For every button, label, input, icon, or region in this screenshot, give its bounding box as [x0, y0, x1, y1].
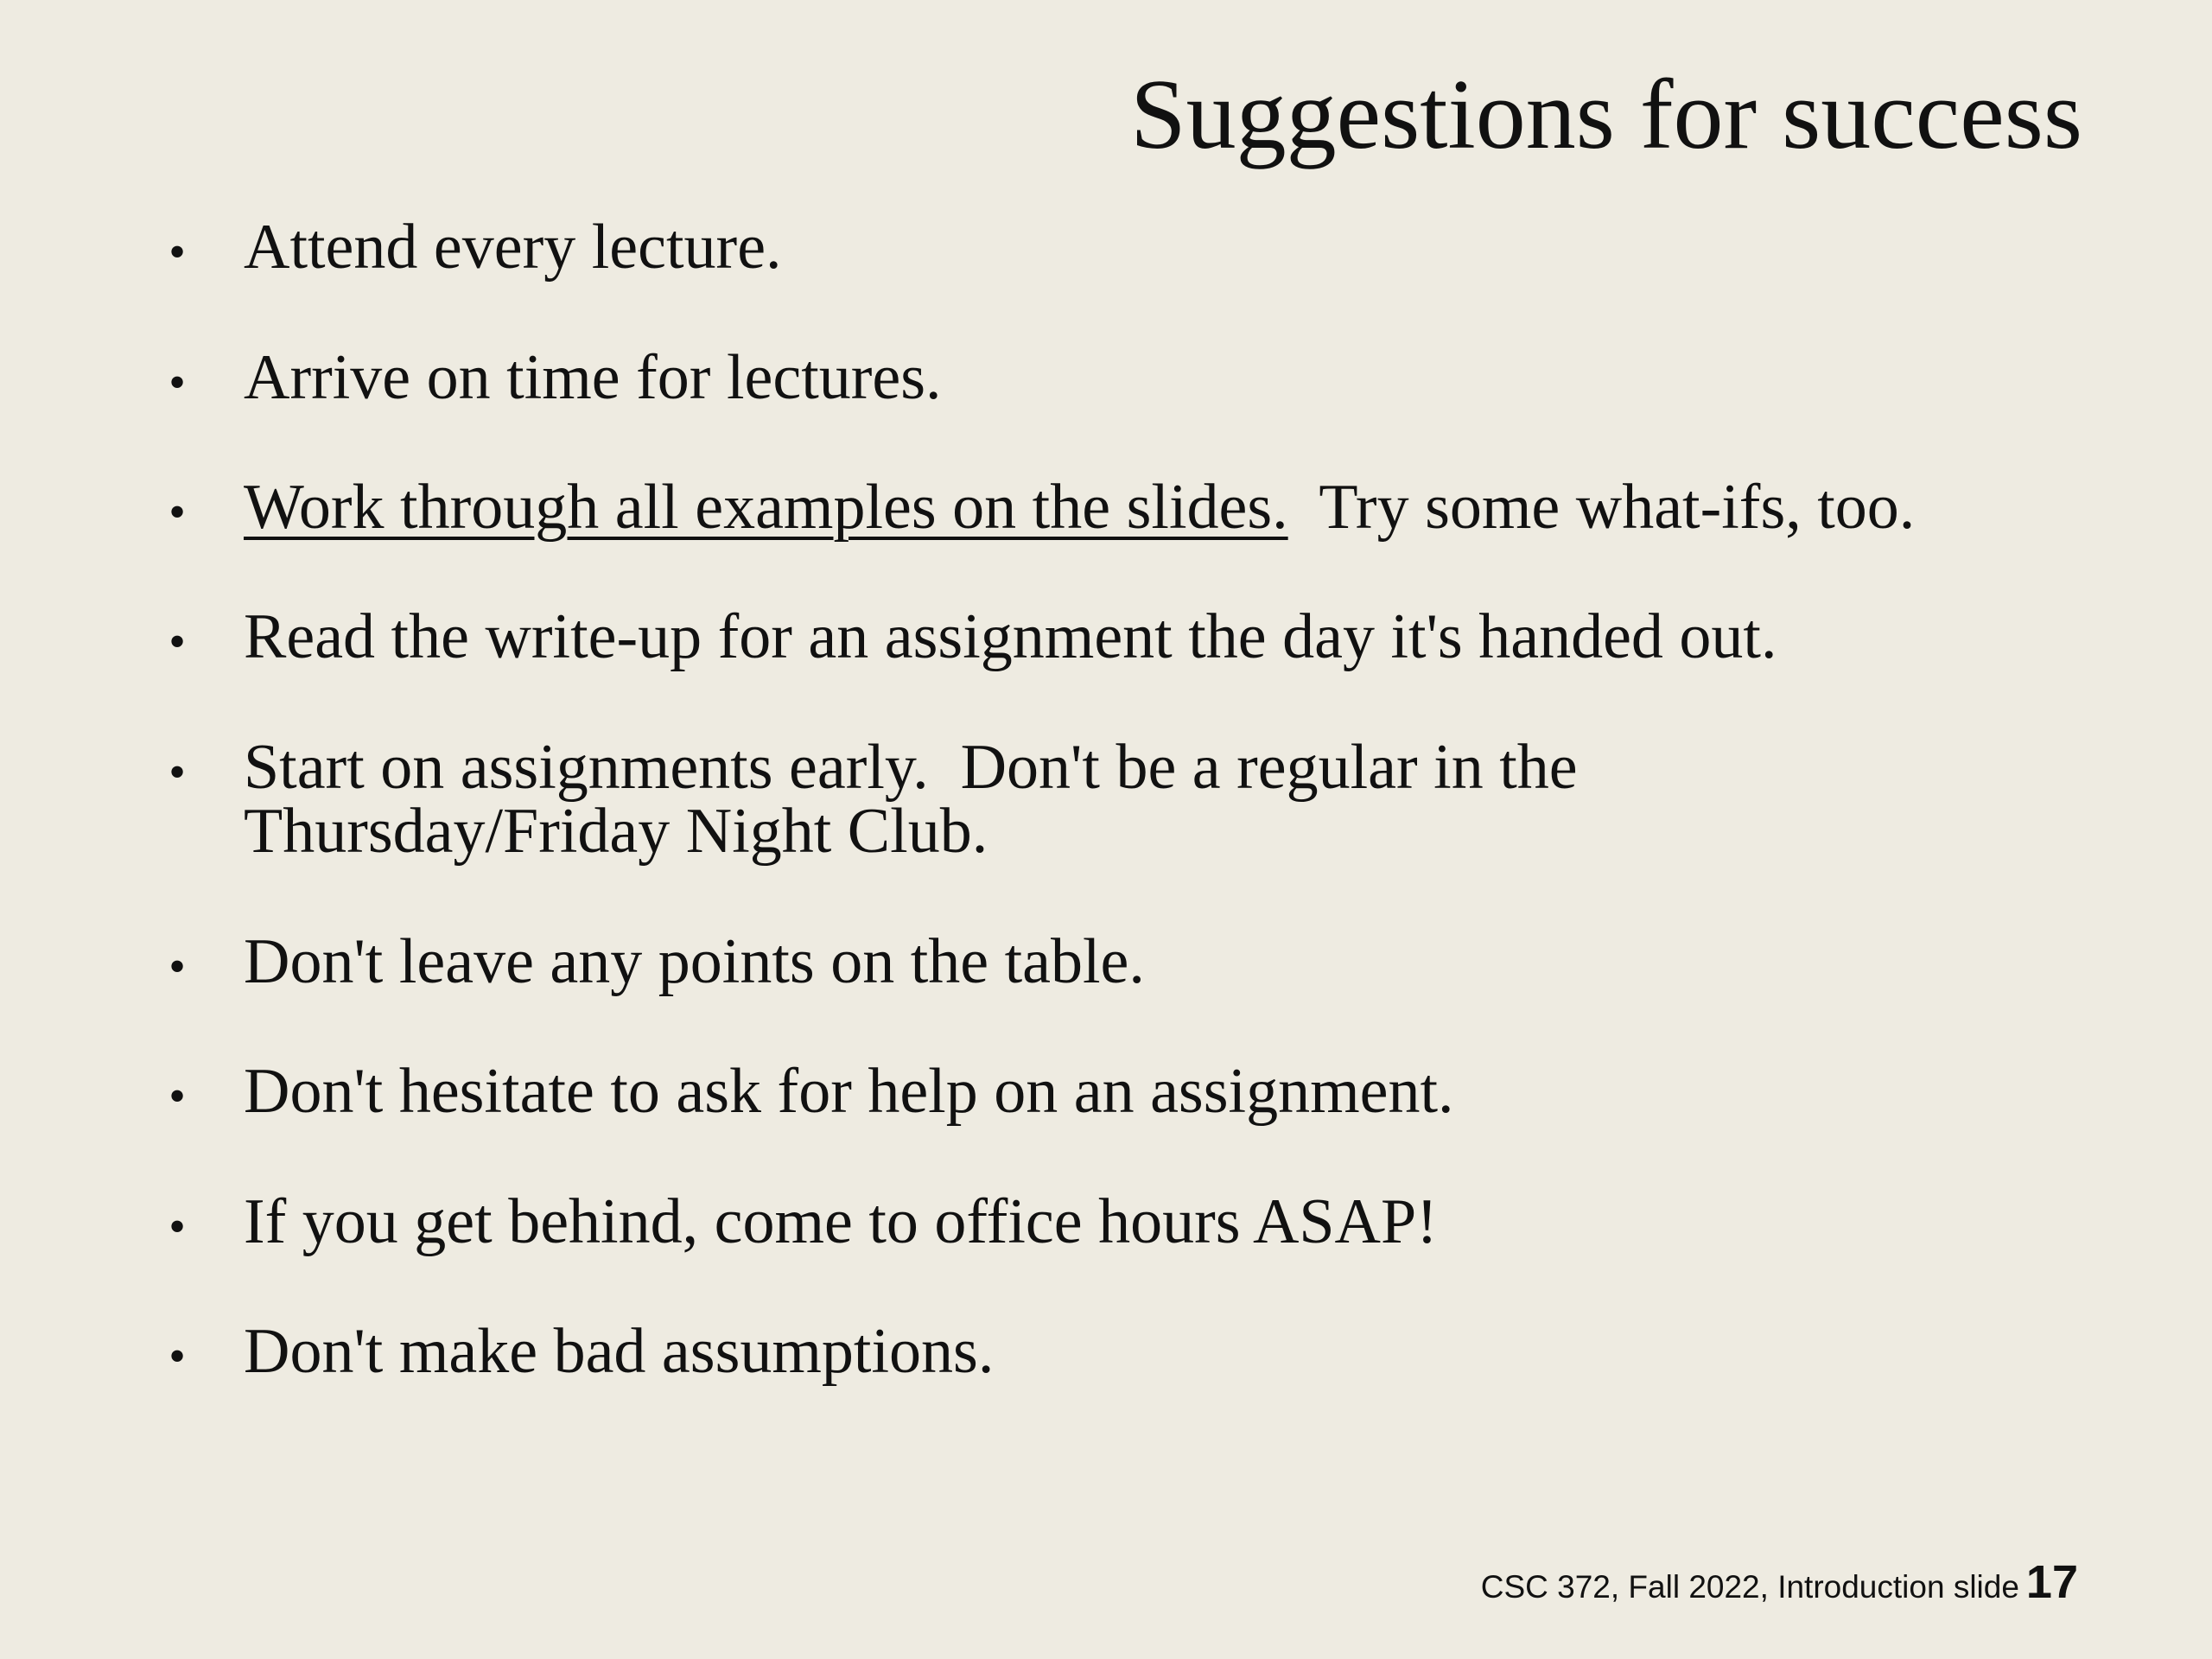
bullet-icon	[160, 346, 194, 415]
bullet-text: Don't make bad assumptions.	[244, 1316, 995, 1387]
bullet-text-line-2: Thursday/Friday Night Club.	[244, 796, 988, 867]
bullet-icon	[160, 475, 194, 544]
slide-title: Suggestions for success	[1130, 60, 2082, 170]
bullet-text: Attend every lecture.	[244, 212, 782, 283]
slide-footer	[1481, 1555, 2078, 1609]
bullet-icon	[160, 215, 194, 284]
slide-number: 17	[2025, 1556, 2078, 1608]
bullet-underlined-text: Work through all examples on the slides.	[244, 472, 1288, 543]
bullet-icon	[160, 735, 194, 804]
bullet-icon	[160, 1190, 194, 1259]
footer-text: CSC 372, Fall 2022, Introduction slide	[1480, 1569, 2019, 1605]
bullet-text: If you get behind, come to office hours ASAP!	[244, 1186, 1438, 1257]
bullet-icon	[160, 605, 194, 674]
bullet-icon	[160, 1059, 194, 1128]
bullet-text	[244, 732, 1578, 867]
bullet-text: Arrive on time for lectures.	[244, 342, 942, 413]
bullet-text	[244, 472, 1916, 543]
bullet-text: Don't leave any points on the table.	[244, 926, 1145, 997]
bullet-text-line-1: Start on assignments early. Don't be a regular in the	[244, 732, 1578, 803]
bullet-rest-text: Try some what-ifs, too.	[1287, 472, 1916, 543]
bullet-text: Don't hesitate to ask for help on an assignment.	[244, 1056, 1454, 1127]
bullet-icon	[160, 1319, 194, 1389]
bullet-text: Read the write-up for an assignment the day it's handed out.	[244, 601, 1777, 672]
bullet-icon	[160, 930, 194, 999]
